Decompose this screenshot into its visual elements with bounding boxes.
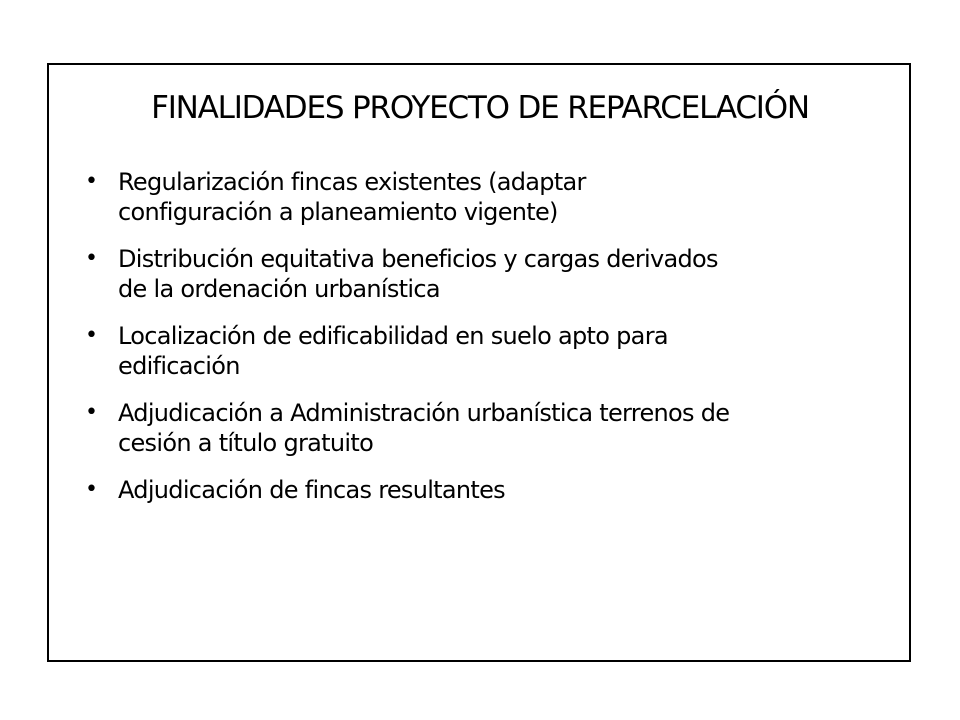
bullet-line: configuración a planeamiento vigente)	[118, 198, 558, 226]
bullet-list	[83, 167, 913, 522]
bullet-line: Adjudicación de fincas resultantes	[118, 476, 505, 504]
bullet-line: Distribución equitativa beneficios y cargas derivados	[118, 245, 718, 273]
bullet-item	[83, 244, 913, 304]
bullet-item	[83, 398, 913, 458]
bullet-icon: •	[85, 169, 98, 194]
bullet-line: Localización de edificabilidad en suelo apto para	[118, 322, 668, 350]
bullet-item	[83, 167, 913, 227]
bullet-line: Adjudicación a Administración urbanística terrenos de	[118, 399, 730, 427]
bullet-line: cesión a título gratuito	[118, 429, 374, 457]
bullet-line: Regularización fincas existentes (adaptar	[118, 168, 586, 196]
bullet-line: edificación	[118, 352, 240, 380]
bullet-icon: •	[85, 477, 98, 502]
slide-title: FINALIDADES PROYECTO DE REPARCELACIÓN	[151, 90, 809, 126]
bullet-item	[83, 475, 913, 505]
bullet-icon: •	[85, 400, 98, 425]
bullet-icon: •	[85, 323, 98, 348]
bullet-item	[83, 321, 913, 381]
bullet-icon: •	[85, 246, 98, 271]
bullet-line: de la ordenación urbanística	[118, 275, 440, 303]
